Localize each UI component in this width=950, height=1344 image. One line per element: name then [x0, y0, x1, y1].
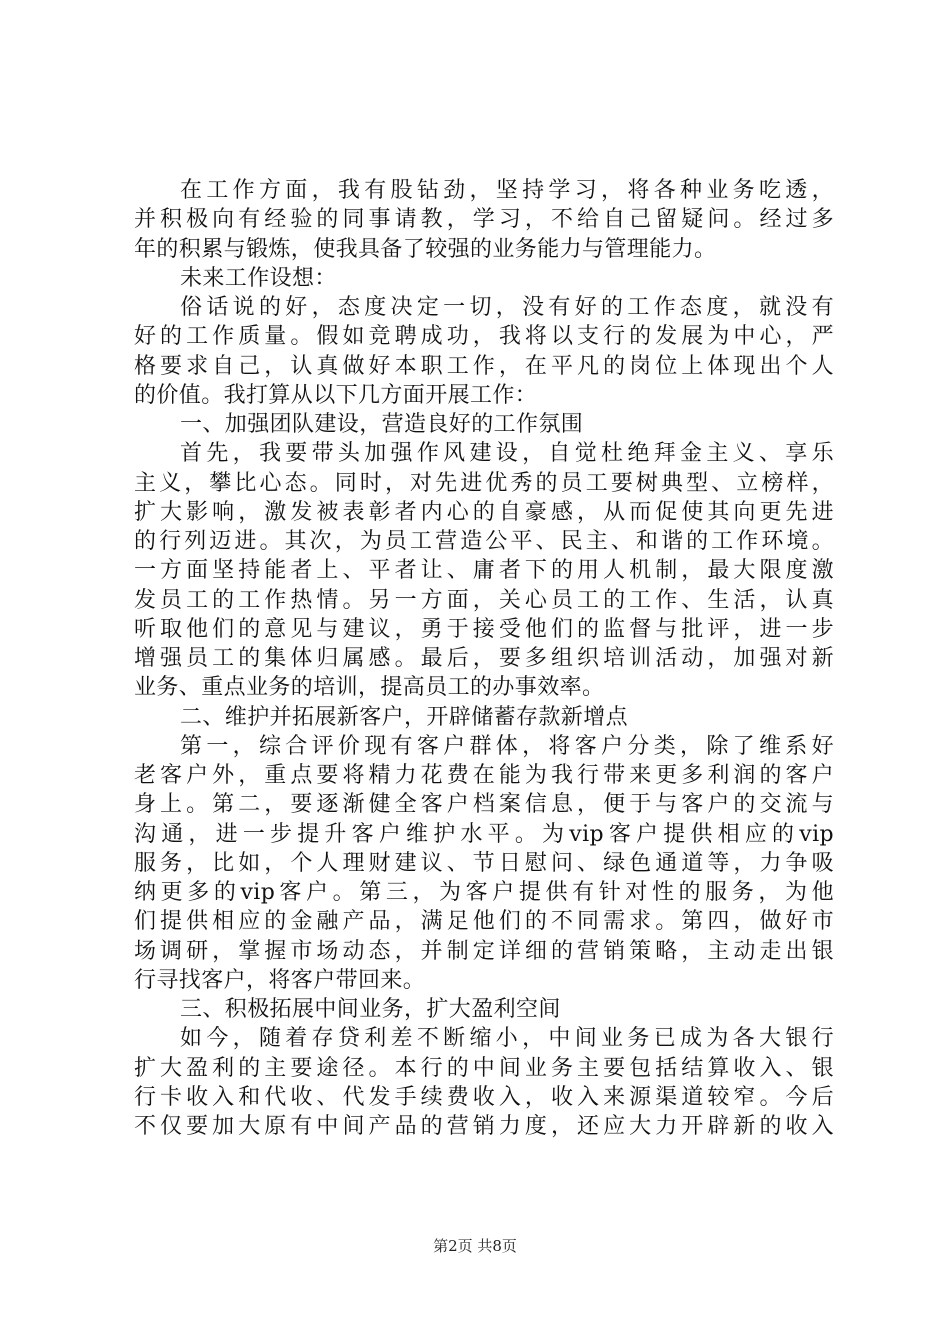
- text-line: 俗话说的好，态度决定一切，没有好的工作态度，就没有: [180, 295, 834, 320]
- text-line: 场调研，掌握市场动态，并制定详细的营销策略，主动走出银: [134, 938, 834, 964]
- text-line: 年的积累与锻炼，使我具备了较强的业务能力与管理能力。: [134, 236, 717, 262]
- text-line: 的价值。我打算从以下几方面开展工作：: [134, 382, 538, 408]
- text-line: 纳更多的vip客户。第三，为客户提供有针对性的服务，为他: [134, 880, 834, 905]
- text-line: 们提供相应的金融产品，满足他们的不同需求。第四，做好市: [134, 909, 834, 935]
- document-body: [134, 176, 834, 1141]
- text-line: 主义，攀比心态。同时，对先进优秀的员工要树典型、立榜样，: [134, 470, 834, 496]
- text-line: 二、维护并拓展新客户，开辟储蓄存款新增点: [180, 704, 629, 730]
- text-line: 好的工作质量。假如竞聘成功，我将以支行的发展为中心，严: [134, 324, 834, 350]
- text-line: 沟通，进一步提升客户维护水平。为vip客户提供相应的vip: [134, 821, 834, 847]
- text-line: 老客户外，重点要将精力花费在能为我行带来更多利润的客户: [134, 763, 834, 788]
- text-line: 行寻找客户，将客户带回来。: [134, 967, 426, 993]
- text-line: 第一，综合评价现有客户群体，将客户分类，除了维系好: [180, 733, 834, 759]
- text-line: 的行列迈进。其次，为员工营造公平、民主、和谐的工作环境。: [134, 529, 834, 554]
- text-line: 发员工的工作热情。另一方面，关心员工的工作、生活，认真: [134, 587, 834, 613]
- text-line: 格要求自己，认真做好本职工作，在平凡的岗位上体现出个人: [134, 353, 834, 379]
- text-line: 一方面坚持能者上、平者让、庸者下的用人机制，最大限度激: [134, 558, 834, 584]
- text-line: 身上。第二，要逐渐健全客户档案信息，便于与客户的交流与: [134, 792, 834, 818]
- text-line: 三、积极拓展中间业务，扩大盈利空间: [180, 997, 561, 1022]
- text-line: 如今，随着存贷利差不断缩小，中间业务已成为各大银行: [180, 1026, 834, 1052]
- page-footer: 第2页 共8页: [433, 1237, 517, 1255]
- text-line: 业务、重点业务的培训，提高员工的办事效率。: [134, 675, 605, 701]
- text-line: 首先，我要带头加强作风建设，自觉杜绝拜金主义、享乐: [180, 441, 834, 467]
- text-line: 并积极向有经验的同事请教，学习，不给自己留疑问。经过多: [134, 207, 834, 233]
- text-line: 听取他们的意见与建议，勇于接受他们的监督与批评，进一步: [134, 616, 834, 642]
- text-line: 不仅要加大原有中间产品的营销力度，还应大力开辟新的收入: [134, 1114, 834, 1139]
- text-line: 扩大盈利的主要途径。本行的中间业务主要包括结算收入、银: [134, 1055, 834, 1081]
- text-line: 一、加强团队建设，营造良好的工作氛围: [180, 412, 584, 437]
- text-line: 服务，比如，个人理财建议、节日慰问、绿色通道等，力争吸: [134, 850, 834, 876]
- text-line: 在工作方面，我有股钻劲，坚持学习，将各种业务吃透，: [180, 178, 834, 203]
- text-line: 行卡收入和代收、代发手续费收入，收入来源渠道较窄。今后: [134, 1084, 834, 1110]
- text-line: 未来工作设想：: [180, 265, 337, 291]
- text-line: 扩大影响，激发被表彰者内心的自豪感，从而促使其向更先进: [134, 499, 834, 525]
- text-line: 增强员工的集体归属感。最后，要多组织培训活动，加强对新: [134, 646, 834, 671]
